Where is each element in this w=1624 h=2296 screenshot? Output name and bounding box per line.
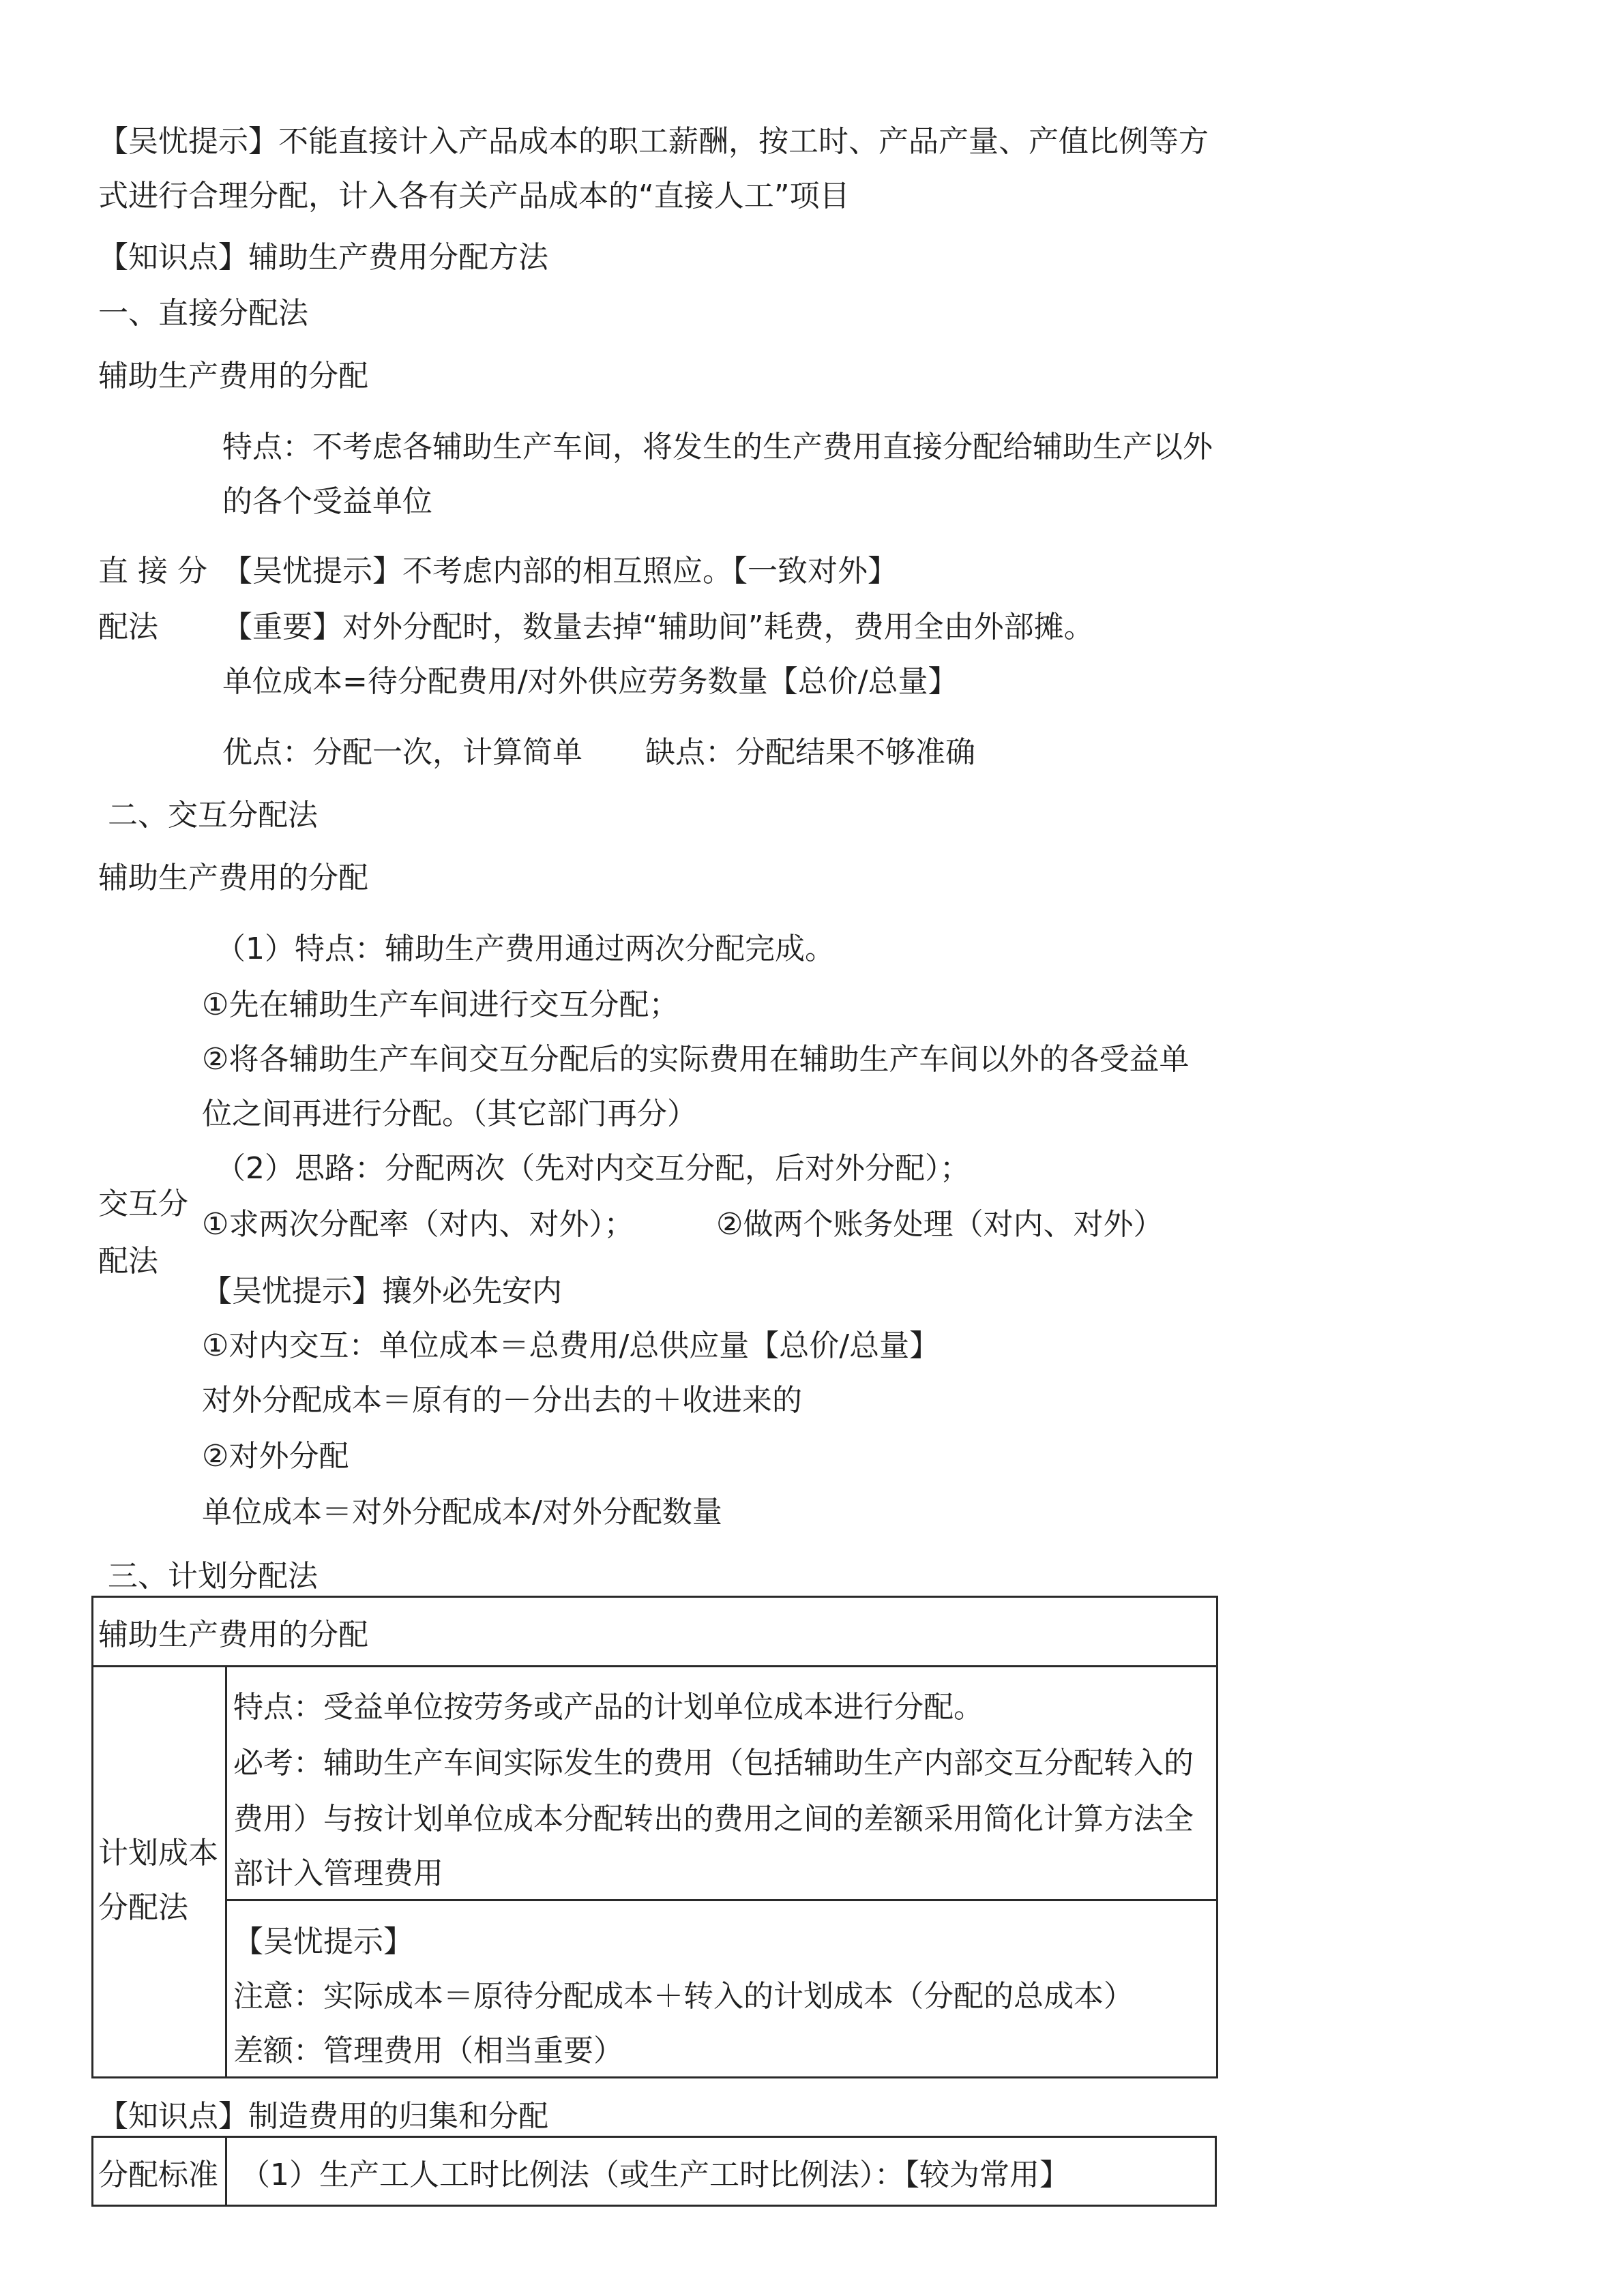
section-2-idea: （2）思路：分配两次（先对内交互分配，后对外分配）； bbox=[216, 1151, 970, 1186]
table-divider bbox=[225, 1665, 227, 2078]
section-3-must-line-2: 费用）与按计划单位成本分配转出的费用之间的差额采用简化计算方法全 bbox=[233, 1802, 1194, 1836]
section-4-label: 分配标准 bbox=[98, 2158, 218, 2192]
table-divider bbox=[225, 1899, 1218, 1901]
section-4-content: （1）生产工人工时比例法（或生产工时比例法）：【较为常用】 bbox=[240, 2158, 1069, 2192]
section-2-subtitle: 辅助生产费用的分配 bbox=[98, 861, 368, 895]
section-1-feature-line-1: 特点：不考虑各辅助生产车间，将发生的生产费用直接分配给辅助生产以外 bbox=[222, 430, 1213, 464]
section-1-tip: 【吴忧提示】不考虑内部的相互照应。【一致对外】 bbox=[222, 554, 898, 588]
section-2-idea-a: ①求两次分配率（对内、对外）； bbox=[202, 1207, 634, 1242]
section-1-cons: 缺点：分配结果不够准确 bbox=[645, 735, 975, 770]
knowledge-heading-auxiliary: 【知识点】辅助生产费用分配方法 bbox=[98, 240, 548, 275]
section-3-note: 注意：实际成本＝原待分配成本＋转入的计划成本（分配的总成本） bbox=[233, 1979, 1134, 2014]
section-3-diff: 差额：管理费用（相当重要） bbox=[233, 2033, 623, 2068]
section-2-label-line-1: 交互分 bbox=[98, 1187, 188, 1221]
section-1-feature-line-2: 的各个受益单位 bbox=[222, 484, 432, 519]
section-3-must-line-3: 部计入管理费用 bbox=[233, 1856, 443, 1891]
section-2-heading: 二、交互分配法 bbox=[108, 798, 318, 833]
section-1-label-line-2: 配法 bbox=[98, 610, 158, 644]
section-1-pros: 优点：分配一次，计算简单 bbox=[222, 735, 582, 770]
section-2-internal: ①对内交互：单位成本＝总费用/总供应量【总价/总量】 bbox=[202, 1328, 940, 1363]
section-3-label-line-1: 计划成本 bbox=[98, 1836, 218, 1870]
section-3-tip: 【吴忧提示】 bbox=[233, 1924, 413, 1959]
section-2-step-2-line-2: 位之间再进行分配。（其它部门再分） bbox=[202, 1097, 697, 1131]
section-1-important: 【重要】对外分配时，数量去掉“辅助间”耗费，费用全由外部摊。 bbox=[222, 610, 1094, 644]
section-3-label-line-2: 分配法 bbox=[98, 1890, 188, 1925]
section-2-step-1: ①先在辅助生产车间进行交互分配； bbox=[202, 987, 679, 1022]
section-2-idea-b: ②做两个账务处理（对内、对外） bbox=[716, 1207, 1164, 1242]
section-2-external-unit: 单位成本＝对外分配成本/对外分配数量 bbox=[202, 1495, 722, 1530]
section-1-heading: 一、直接分配法 bbox=[98, 296, 308, 331]
section-3-heading: 三、计划分配法 bbox=[108, 1559, 318, 1594]
section-3-must-line-1: 必考：辅助生产车间实际发生的费用（包括辅助生产内部交互分配转入的 bbox=[233, 1746, 1194, 1780]
intro-line-1: 【吴忧提示】不能直接计入产品成本的职工薪酬，按工时、产品产量、产值比例等方 bbox=[98, 124, 1209, 159]
section-1-subtitle: 辅助生产费用的分配 bbox=[98, 359, 368, 393]
intro-line-2: 式进行合理分配，计入各有关产品成本的“直接人工”项目 bbox=[98, 179, 850, 213]
section-3-table-title: 辅助生产费用的分配 bbox=[98, 1617, 368, 1652]
section-2-step-2-line-1: ②将各辅助生产车间交互分配后的实际费用在辅助生产车间以外的各受益单 bbox=[202, 1042, 1190, 1077]
section-2-external-cost: 对外分配成本＝原有的－分出去的＋收进来的 bbox=[202, 1383, 802, 1418]
section-2-tip: 【吴忧提示】攘外必先安内 bbox=[202, 1274, 562, 1309]
section-2-external: ②对外分配 bbox=[202, 1439, 349, 1474]
section-2-label-line-2: 配法 bbox=[98, 1244, 158, 1279]
table-divider bbox=[91, 1665, 1218, 1667]
section-1-label-line-1: 直 接 分 bbox=[98, 554, 207, 588]
section-1-unit-cost: 单位成本=待分配费用/对外供应劳务数量【总价/总量】 bbox=[222, 664, 958, 699]
table-divider bbox=[225, 2136, 227, 2207]
section-2-feature: （1）特点：辅助生产费用通过两次分配完成。 bbox=[216, 931, 835, 966]
section-3-feature: 特点：受益单位按劳务或产品的计划单位成本进行分配。 bbox=[233, 1690, 984, 1725]
knowledge-heading-overhead: 【知识点】制造费用的归集和分配 bbox=[98, 2099, 548, 2134]
